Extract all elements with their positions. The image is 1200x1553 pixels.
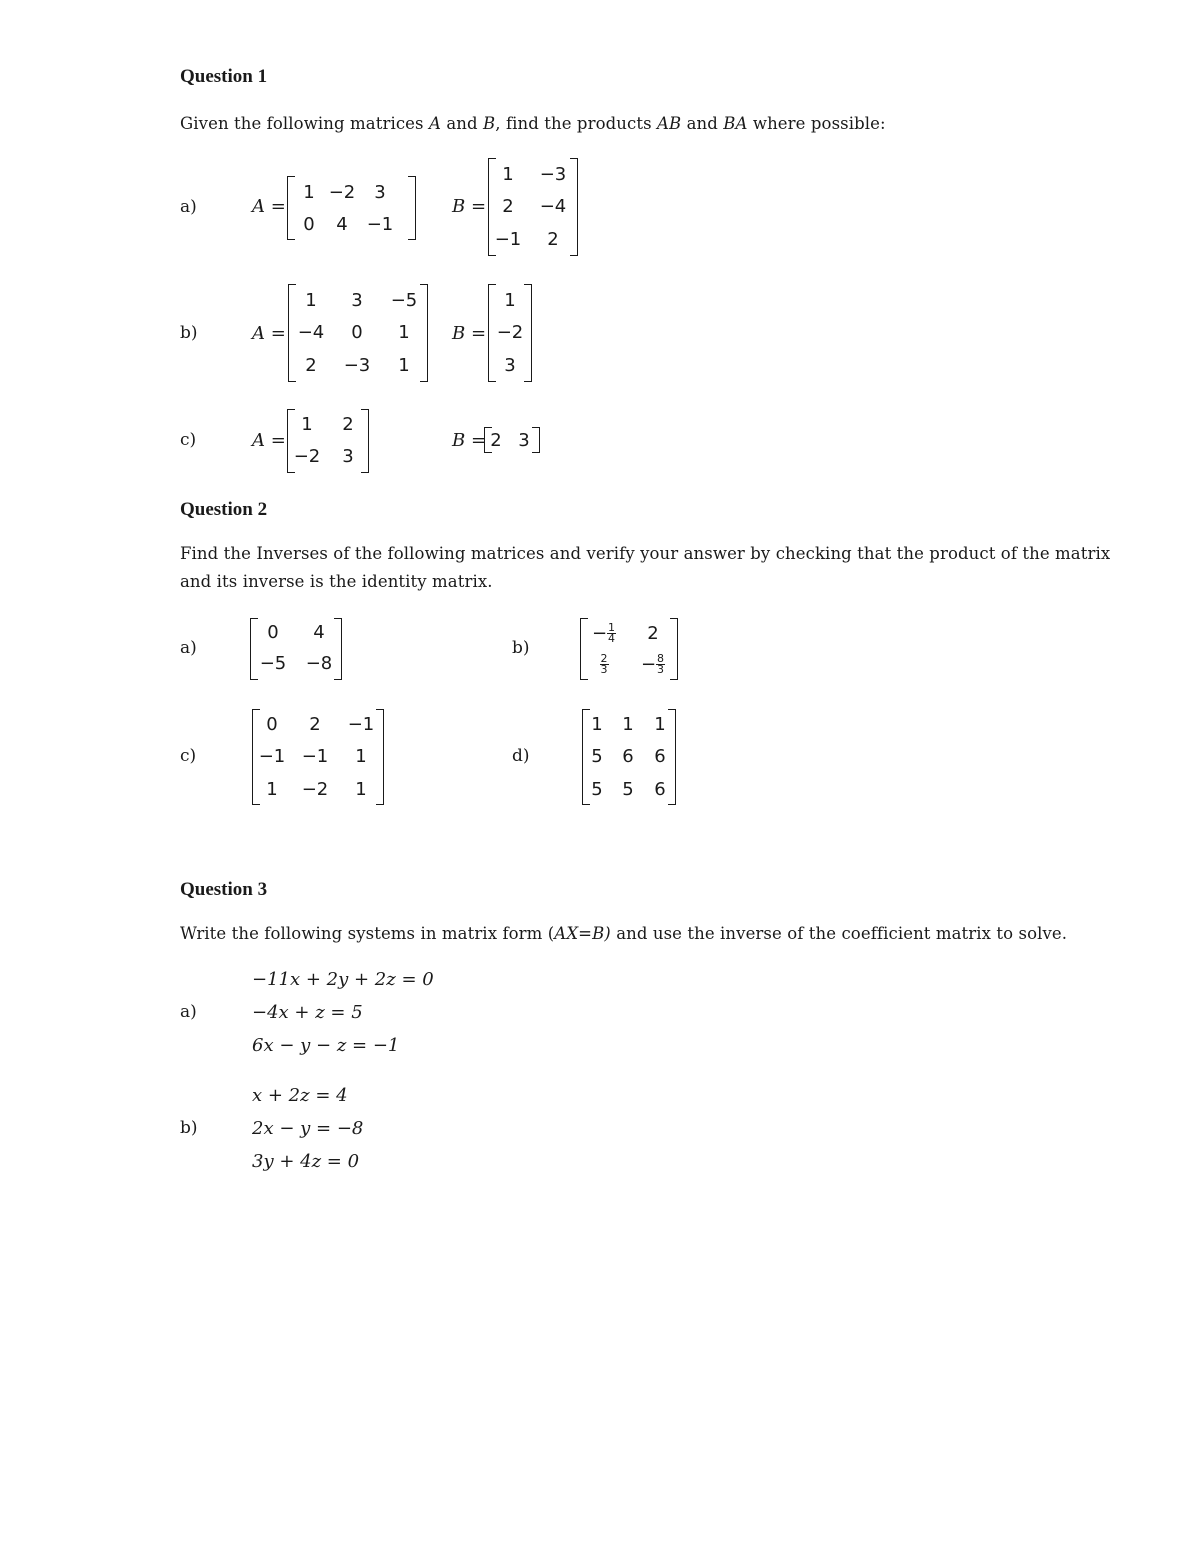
matrix-2a xyxy=(250,618,342,680)
matrix-cell: 0 xyxy=(267,622,279,643)
matrix-a-equals: A = xyxy=(252,323,286,344)
matrix-cell: −1 xyxy=(494,229,522,250)
matrix-cell: 2 xyxy=(647,622,659,644)
matrix-cell: −2 xyxy=(328,181,356,203)
matrix-cell: 6 xyxy=(654,746,666,767)
part-label: a) xyxy=(180,197,197,217)
part-label: c) xyxy=(180,430,197,450)
matrix-a-equals: A = xyxy=(252,196,286,217)
part-label: d) xyxy=(512,746,530,766)
matrix-b-equals: B = xyxy=(452,430,487,451)
matrix-cell: 0 xyxy=(266,714,278,735)
matrix-cell: 1 xyxy=(355,746,367,767)
matrix-cell: − $\frac{8}{3}$ xyxy=(640,651,665,676)
matrix-a-equals: A = xyxy=(252,430,286,451)
matrix-cell: 2 xyxy=(342,414,354,435)
matrix-cell: 1 xyxy=(266,778,278,800)
matrix-cell: −1 xyxy=(301,746,329,767)
matrix-2d xyxy=(582,709,676,805)
matrix-cell: 5 xyxy=(591,746,603,767)
equation-line: −4x + z = 5 xyxy=(252,1002,363,1023)
matrix-cell: 1 xyxy=(622,714,634,735)
matrix-cell: −3 xyxy=(539,163,567,185)
equation-line: −11x + 2y + 2z = 0 xyxy=(252,969,434,990)
part-label: a) xyxy=(180,638,197,658)
matrix-cell: 6 xyxy=(654,778,666,800)
matrix-cell: −1 xyxy=(366,213,394,235)
matrix-cell: −3 xyxy=(343,355,371,376)
matrix-cell: 3 xyxy=(351,289,363,311)
matrix-2b xyxy=(580,618,678,680)
part-label: c) xyxy=(180,746,197,766)
matrix-cell: 4 xyxy=(336,213,348,235)
question-3-instructions: Write the following systems in matrix form (AX=B) and use the inverse of the coefficient matrix to solve. xyxy=(180,924,1068,943)
matrix-cell: 1 xyxy=(355,778,367,800)
matrix-cell: 2 xyxy=(490,429,502,451)
part-label: b) xyxy=(512,638,530,658)
matrix-cell: 3 xyxy=(518,429,530,451)
matrix-cell: 2 xyxy=(547,229,559,250)
matrix-cell: 5 xyxy=(591,778,603,800)
matrix-cell: −5 xyxy=(390,289,418,311)
part-label: a) xyxy=(180,1002,197,1022)
part-label: b) xyxy=(180,323,198,343)
matrix-cell: −8 xyxy=(305,653,333,674)
matrix-cell: −2 xyxy=(293,446,321,467)
matrix-cell: − $\frac{1}{4}$ xyxy=(591,620,616,645)
question-2-heading: Question 2 xyxy=(180,499,268,520)
matrix-cell: −2 xyxy=(301,778,329,800)
matrix-cell: 1 xyxy=(591,714,603,735)
matrix-cell: $\frac{2}{3}$ xyxy=(600,651,608,676)
matrix-b xyxy=(488,158,578,256)
matrix-cell: −4 xyxy=(297,322,325,343)
matrix-b-equals: B = xyxy=(452,196,487,217)
matrix-cell: 2 xyxy=(305,355,317,376)
matrix-cell: 0 xyxy=(351,322,363,343)
matrix-cell: 1 xyxy=(305,289,317,311)
matrix-cell: −1 xyxy=(347,714,375,735)
matrix-b xyxy=(488,284,532,382)
question-1-heading: Question 1 xyxy=(180,66,268,87)
matrix-cell: 1 xyxy=(654,714,666,735)
question-2-instructions-line-2: and its inverse is the identity matrix. xyxy=(180,572,493,591)
equation-line: 2x − y = −8 xyxy=(252,1118,364,1139)
matrix-b-equals: B = xyxy=(452,323,487,344)
matrix-cell: 2 xyxy=(309,714,321,735)
matrix-cell: 3 xyxy=(504,355,516,376)
equation-line: x + 2z = 4 xyxy=(252,1085,348,1106)
matrix-a xyxy=(287,176,416,240)
matrix-cell: 1 xyxy=(303,181,315,203)
question-3-heading: Question 3 xyxy=(180,879,268,900)
equation-line: 6x − y − z = −1 xyxy=(252,1035,400,1056)
matrix-cell: 0 xyxy=(303,213,315,235)
matrix-cell: 1 xyxy=(502,163,514,185)
matrix-cell: −1 xyxy=(258,746,286,767)
matrix-cell: 3 xyxy=(342,446,354,467)
matrix-a xyxy=(287,409,369,473)
matrix-cell: 4 xyxy=(313,622,325,643)
part-label: b) xyxy=(180,1118,198,1138)
matrix-cell: −2 xyxy=(496,322,524,343)
matrix-cell: 5 xyxy=(622,778,634,800)
matrix-cell: 3 xyxy=(374,181,386,203)
matrix-cell: 2 xyxy=(502,196,514,217)
matrix-2c xyxy=(252,709,384,805)
matrix-b xyxy=(484,427,540,453)
equation-line: 3y + 4z = 0 xyxy=(252,1151,360,1172)
matrix-cell: −4 xyxy=(539,196,567,217)
question-1-instructions: Given the following matrices A and B, find the products AB and BA where possible: xyxy=(180,114,886,133)
matrix-cell: 6 xyxy=(622,746,634,767)
question-2-instructions-line-1: Find the Inverses of the following matrices and verify your answer by checking that the product of the matrix xyxy=(180,544,1111,563)
matrix-cell: 1 xyxy=(504,289,516,311)
matrix-cell: −5 xyxy=(259,653,287,674)
matrix-a xyxy=(288,284,428,382)
matrix-cell: 1 xyxy=(398,355,410,376)
matrix-cell: 1 xyxy=(398,322,410,343)
matrix-cell: 1 xyxy=(301,414,313,435)
